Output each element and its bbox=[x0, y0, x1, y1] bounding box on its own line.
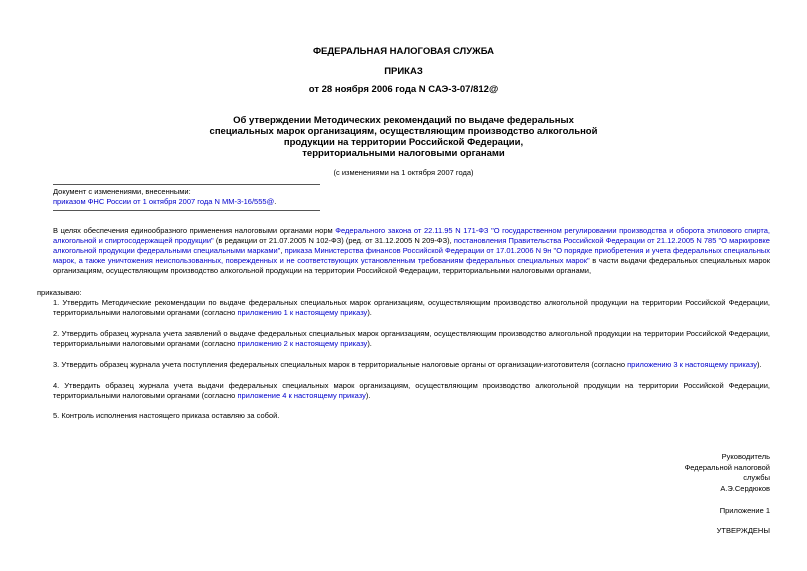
preamble-paragraph bbox=[37, 226, 770, 276]
orders-intro: приказываю: bbox=[37, 288, 82, 297]
appendix-1-link[interactable]: приложению 1 к настоящему приказу bbox=[237, 308, 368, 317]
order-item-1 bbox=[37, 298, 770, 318]
order-item-2-suffix: ). bbox=[367, 339, 372, 348]
signature-line-3: службы bbox=[743, 473, 770, 482]
preamble-text-3: , bbox=[280, 246, 285, 255]
amendment-order-link[interactable]: приказом ФНС России от 1 октября 2007 года N ММ-3-16/555@ bbox=[53, 197, 275, 206]
signature-line-2: Федеральной налоговой bbox=[684, 462, 770, 472]
preamble-text-2: (в редакции от 21.07.2005 N 102-ФЗ) (ред. от 31.12.2005 N 209-ФЗ), bbox=[213, 236, 454, 245]
order-item-4 bbox=[37, 381, 770, 401]
doc-title-line-1: Об утверждении Методических рекомендаций по выдаче федеральных bbox=[233, 115, 574, 126]
appendix-label: Приложение 1 bbox=[719, 506, 770, 515]
preamble-text-1: В целях обеспечения единообразного применения налоговыми органами норм bbox=[53, 226, 336, 235]
signature-line-1: Руководитель bbox=[721, 452, 770, 461]
doc-title-line-3: продукции на территории Российской Федерации, bbox=[283, 137, 524, 148]
amendments-note: (с изменениями на 1 октября 2007 года) bbox=[333, 168, 474, 177]
changes-box-suffix: . bbox=[274, 197, 277, 206]
changes-box-link-line bbox=[53, 197, 276, 207]
order-item-2 bbox=[37, 329, 770, 349]
doc-type: ПРИКАЗ bbox=[384, 66, 423, 77]
order-item-4-suffix: ). bbox=[365, 391, 371, 400]
order-item-3 bbox=[37, 360, 770, 370]
approved-label: УТВЕРЖДЕНЫ bbox=[716, 526, 770, 535]
minfin-order-link[interactable]: приказа Министерства финансов Российской Федерации от 17.01.2006 N 9н "О порядке приобретения и учета федеральных специальных марок, а также уничтожения неиспользованных, поврежденных и не соответствующих установленным требованиям федеральных специальных марок" bbox=[53, 246, 771, 265]
order-item-4-text: 4. Утвердить образец журнала учета выдачи федеральных специальных марок организациям, осуществляющим производство алкогольной продукции на территории Российской Федерации, территориальными налоговыми органами (согласно bbox=[53, 381, 770, 400]
doc-title-line-2: специальных марок организациям, осуществляющим производство алкогольной bbox=[209, 126, 598, 137]
federal-law-link[interactable]: Федерального закона от 22.11.95 N 171-ФЗ "О государственном регулировании производства и оборота этилового спирта, алкогольной и спиртосодержащей продукции" bbox=[53, 226, 770, 245]
signature-name: А.Э.Сердюков bbox=[720, 483, 770, 493]
appendix-2-link[interactable]: приложению 2 к настоящему приказу bbox=[237, 339, 368, 348]
appendix-4-link[interactable]: приложение 4 к настоящему приказу bbox=[237, 391, 366, 400]
signature-block bbox=[685, 452, 770, 494]
order-item-1-text: 1. Утвердить Методические рекомендации по выдаче федеральных специальных марок организациям, осуществляющим производство алкогольной продукции на территории Российской Федерации, территориальными налоговыми органами (согласно bbox=[53, 298, 770, 317]
changes-box-bottom-rule bbox=[53, 210, 320, 211]
order-item-5 bbox=[37, 411, 770, 421]
appendix-3-link[interactable]: приложению 3 к настоящему приказу bbox=[627, 360, 757, 369]
doc-date-number: от 28 ноября 2006 года N САЭ-3-07/812@ bbox=[308, 84, 499, 95]
doc-title-line-4: территориальными налоговыми органами bbox=[302, 148, 505, 159]
changes-box-label: Документ с изменениями, внесенными: bbox=[53, 187, 191, 196]
order-item-3-suffix: ). bbox=[756, 360, 762, 369]
order-item-2-text: 2. Утвердить образец журнала учета заявлений о выдаче федеральных специальных марок организациям, осуществляющим производство алкогольной продукции на территории Российской Федерации, территориальными налоговыми органами (согласно bbox=[53, 329, 770, 348]
government-decree-link[interactable]: постановления Правительства Российской Федерации от 21.12.2005 N 785 "О маркировке алкогольной продукции федеральными специальными марками" bbox=[53, 236, 770, 255]
order-item-3-text: 3. Утвердить образец журнала учета поступления федеральных специальных марок в территориальные налоговые органы от организации-изготовителя (согласно bbox=[53, 360, 628, 369]
agency-name: ФЕДЕРАЛЬНАЯ НАЛОГОВАЯ СЛУЖБА bbox=[312, 46, 495, 57]
order-item-5-text: 5. Контроль исполнения настоящего приказа оставляю за собой. bbox=[53, 411, 280, 420]
preamble-text-4: в части выдачи федеральных специальных марок организациям, осуществляющим производство алкогольной продукции на территории Российской Федерации, территориальными налоговыми органами, bbox=[53, 256, 771, 275]
order-item-1-suffix: ). bbox=[367, 308, 372, 317]
changes-box-top-rule bbox=[53, 184, 320, 185]
